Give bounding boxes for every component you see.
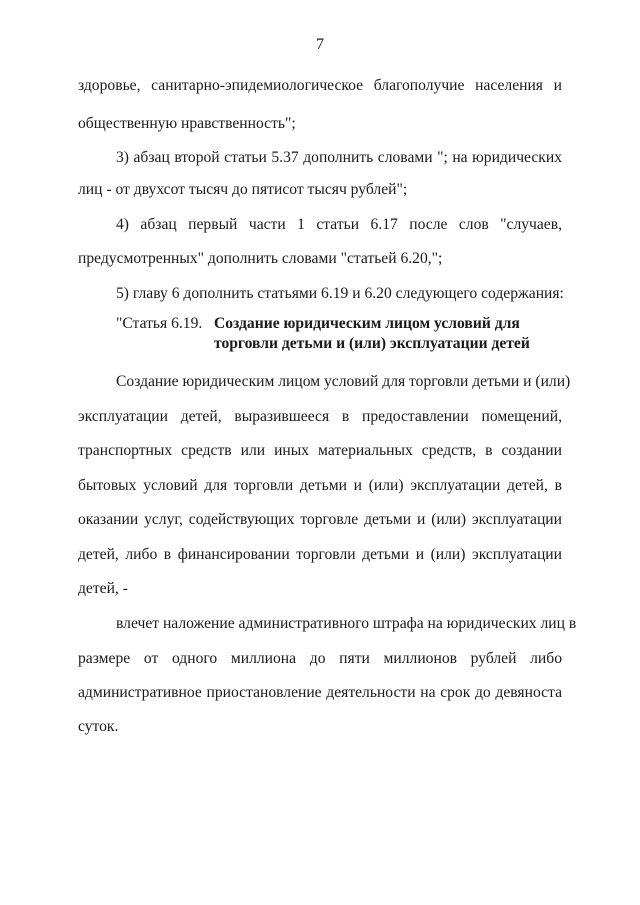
text-line: влечет наложение административного штрафа на юридических лиц в [116,615,577,632]
text-line: бытовых условий для торговли детьми и (или) эксплуатации детей, в [78,477,562,494]
article-title [214,314,534,354]
text-line: лиц - от двухсот тысяч до пятисот тысяч рублей"; [78,181,408,198]
text-line: общественную нравственность"; [78,115,296,132]
text-line: предусмотренных" дополнить словами "статьей 6.20,"; [78,250,443,267]
text-line: транспортных средств или иных материальных средств, в создании [78,442,562,459]
article-title-line: Создание юридическим лицом условий для [214,315,520,332]
text-line: суток. [78,718,119,735]
text-line: 4) абзац первый части 1 статьи 6.17 после слов "случаев, [116,216,562,233]
text-line: эксплуатации детей, выразившееся в предоставлении помещений, [78,408,562,425]
text-line: детей, - [78,580,128,597]
text-line: оказании услуг, содействующих торговле детьми и (или) эксплуатации [78,511,562,528]
text-line: детей, либо в финансировании торговли детьми и (или) эксплуатации [78,546,562,563]
text-line: размере от одного миллиона до пяти миллионов рублей либо [78,650,562,667]
text-line: административное приостановление деятельности на срок до девяноста [78,684,562,701]
text-line: 5) главу 6 дополнить статьями 6.19 и 6.20 следующего содержания: [116,285,564,302]
article-title-line: торговли детьми и (или) эксплуатации детей [214,335,530,352]
page-number: 7 [316,36,324,53]
article-label: "Статья 6.19. [116,315,203,332]
text-line: 3) абзац второй статьи 5.37 дополнить словами "; на юридических [116,149,562,166]
text-line: здоровье, санитарно-эпидемиологическое благополучие населения и [78,77,562,94]
text-line: Создание юридическим лицом условий для торговли детьми и (или) [116,373,571,390]
